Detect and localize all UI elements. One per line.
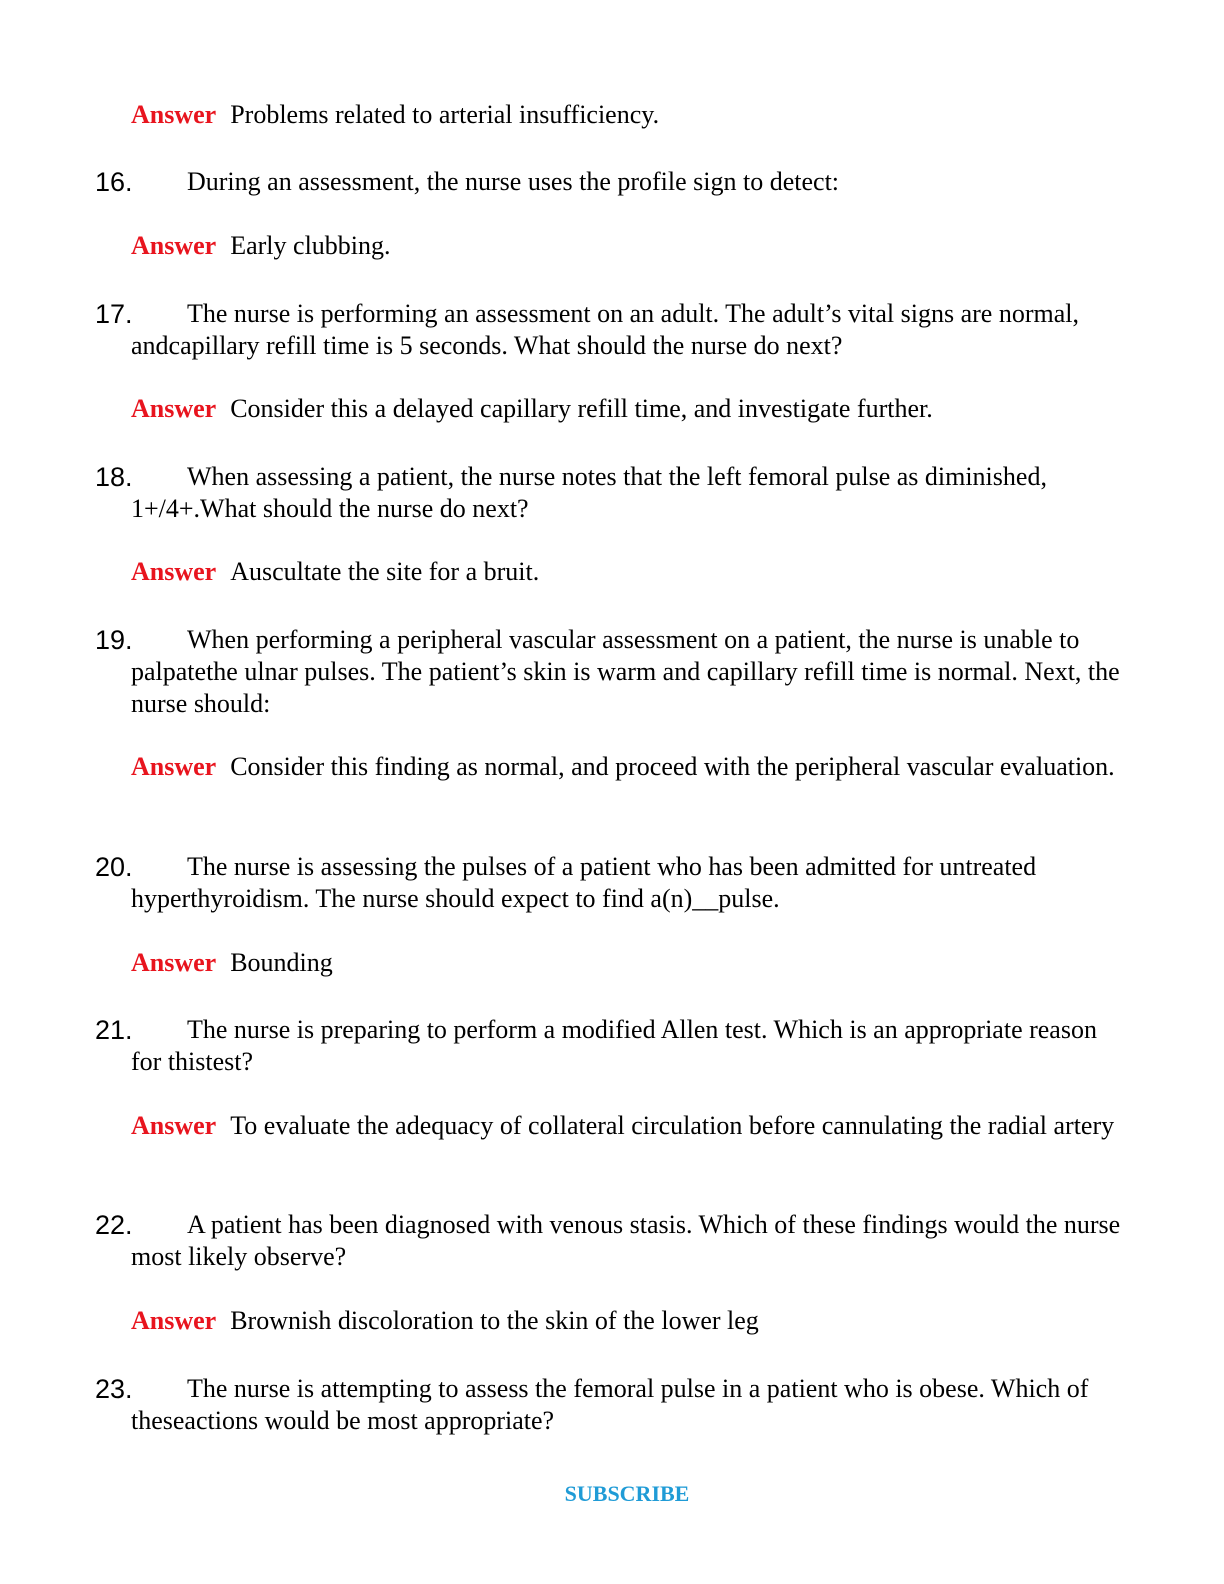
question-text: When performing a peripheral vascular assessment on a patient, the nurse is unable to palpatethe ulnar pulses. The patient’s skin is warm and capillary refill time is normal. Next, the nurse should: <box>131 625 1120 718</box>
answer-label: Answer <box>131 1111 217 1140</box>
question-text: A patient has been diagnosed with venous stasis. Which of these findings would the nurse most likely observe? <box>131 1210 1121 1271</box>
answer-block <box>131 99 1121 131</box>
answer-text: Brownish discoloration to the skin of the lower leg <box>230 1306 759 1335</box>
question-number: 22. <box>95 1210 133 1240</box>
question-number: 19. <box>95 625 133 655</box>
question-text: During an assessment, the nurse uses the profile sign to detect: <box>187 167 840 196</box>
answer-label: Answer <box>131 100 217 129</box>
question-number: 21. <box>95 1015 133 1045</box>
answer-block <box>131 393 1121 425</box>
answer-block <box>131 1305 1121 1337</box>
question-block <box>95 298 1121 362</box>
question-block <box>95 624 1121 720</box>
question-number: 16. <box>95 167 133 197</box>
answer-text: Bounding <box>230 948 333 977</box>
answer-text: Early clubbing. <box>230 231 391 260</box>
question-block <box>95 166 1121 198</box>
answer-text: Consider this a delayed capillary refill time, and investigate further. <box>230 394 933 423</box>
answer-label: Answer <box>131 394 217 423</box>
answer-label: Answer <box>131 1306 217 1335</box>
answer-label: Answer <box>131 231 217 260</box>
question-text: The nurse is preparing to perform a modified Allen test. Which is an appropriate reason for thistest? <box>131 1015 1097 1076</box>
answer-label: Answer <box>131 557 217 586</box>
answer-text: Auscultate the site for a bruit. <box>230 557 540 586</box>
question-number: 18. <box>95 462 133 492</box>
answer-block <box>131 556 1121 588</box>
question-block <box>95 851 1121 915</box>
question-block <box>95 1373 1121 1437</box>
answer-text: Consider this finding as normal, and proceed with the peripheral vascular evaluation. <box>230 752 1115 781</box>
question-text: The nurse is assessing the pulses of a patient who has been admitted for untreated hyperthyroidism. The nurse should expect to find a(n)__pulse. <box>131 852 1037 913</box>
answer-block <box>131 1110 1121 1142</box>
question-text: When assessing a patient, the nurse notes that the left femoral pulse as diminished, 1+/4+.What should the nurse do next? <box>131 462 1047 523</box>
question-number: 17. <box>95 299 133 329</box>
answer-text: To evaluate the adequacy of collateral circulation before cannulating the radial artery <box>230 1111 1115 1140</box>
question-block <box>95 1014 1121 1078</box>
question-text: The nurse is performing an assessment on an adult. The adult’s vital signs are normal, andcapillary refill time is 5 seconds. What should the nurse do next? <box>131 299 1079 360</box>
answer-text: Problems related to arterial insufficiency. <box>230 100 660 129</box>
question-block <box>95 1209 1121 1273</box>
answer-block <box>131 947 1121 979</box>
answer-label: Answer <box>131 752 217 781</box>
question-text: The nurse is attempting to assess the femoral pulse in a patient who is obese. Which of theseactions would be most appropriate? <box>131 1374 1089 1435</box>
subscribe-link[interactable]: SUBSCRIBE <box>564 1481 690 1506</box>
answer-label: Answer <box>131 948 217 977</box>
question-number: 20. <box>95 852 133 882</box>
answer-block <box>131 751 1121 783</box>
answer-block <box>131 230 1121 262</box>
question-block <box>95 461 1121 525</box>
question-number: 23. <box>95 1374 133 1404</box>
